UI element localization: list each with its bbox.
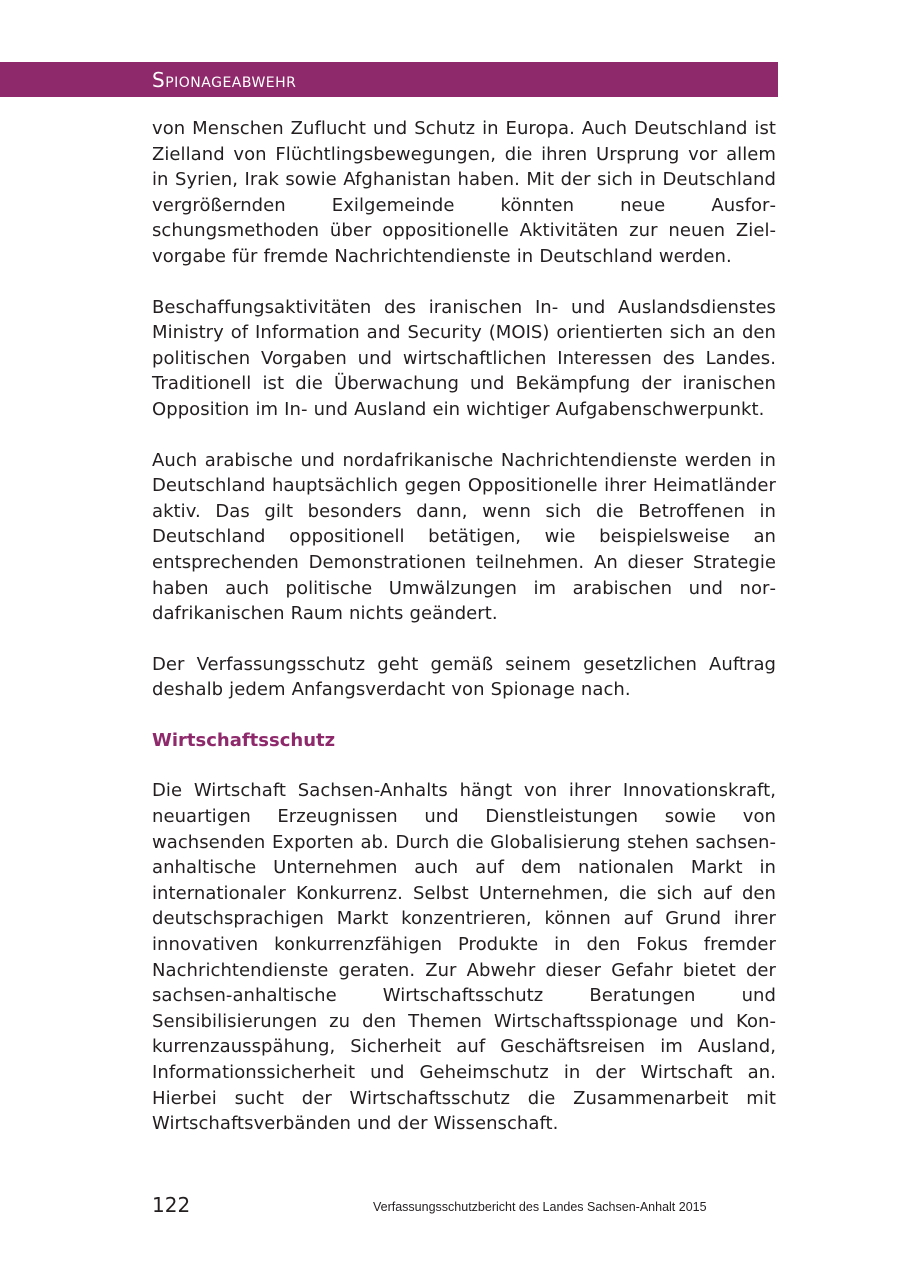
section-heading: Wirtschaftsschutz: [152, 729, 336, 751]
paragraph-1: von Menschen Zuflucht und Schutz in Europa. Auch Deutschland ist Zielland von Flüchtlingsbewegungen, die ihren Ursprung vor allem in Syrien, Irak sowie Afghanistan haben. Mit der sich in Deutschland vergrößernden Exilgemeinde könnten neue Ausforschungsmethoden über oppositionelle Aktivitäten zur neuen Zielvorgabe für fremde Nachrichtendienste in Deutschland werden.: [152, 118, 776, 267]
paragraph-3: Auch arabische und nordafrikanische Nachrichtendienste werden in Deutschland hauptsächlich gegen Oppositionelle ihrer Heimatländer aktiv. Das gilt besonders dann, wenn sich die Betroffenen in Deutschland oppositionell betätigen, wie beispielsweise an entsprechenden Demonstrationen teilnehmen. An dieser Strategie haben auch politische Umwälzungen im arabischen und nordafrikanischen Raum nichts geändert.: [152, 449, 776, 625]
chapter-title: Spionageabwehr: [152, 68, 297, 92]
footer-publication-title: Verfassungsschutzbericht des Landes Sachsen-Anhalt 2015: [373, 1200, 707, 1214]
body-text: [152, 116, 776, 1162]
page-number: 122: [152, 1193, 191, 1217]
chapter-header-bar: [0, 62, 778, 97]
paragraph-4: Der Verfassungsschutz geht gemäß seinem gesetzlichen Auftrag deshalb jedem Anfangsverdacht von Spionage nach.: [152, 653, 776, 701]
section-paragraph: Die Wirtschaft Sachsen-Anhalts hängt von ihrer Innovationskraft, neuartigen Erzeugnissen und Dienstleistungen sowie von wachsenden Exporten ab. Durch die Globalisierung stehen sachsen-anhaltische Unternehmen auch auf dem nationalen Markt in internationaler Konkurrenz. Selbst Unternehmen, die sich auf den deutschsprachigen Markt konzentrieren, können auf Grund ihrer innovativen konkurrenzfähigen Produkte in den Fokus fremder Nachrichtendienste geraten. Zur Abwehr dieser Gefahr bietet der sachsen-anhaltische Wirtschaftsschutz Beratungen und Sensibilisierungen zu den Themen Wirtschaftsspionage und Konkurrenzausspähung, Sicherheit auf Geschäftsreisen im Ausland, Informationssicherheit und Geheimschutz in der Wirtschaft an. Hierbei sucht der Wirtschaftsschutz die Zusammenarbeit mit Wirtschaftsverbänden und der Wissenschaft.: [152, 780, 776, 1135]
paragraph-2: Beschaffungsaktivitäten des iranischen In- und Auslandsdienstes Ministry of Information and Security (MOIS) orientierten sich an den politischen Vorgaben und wirtschaftlichen Interessen des Landes. Traditionell ist die Überwachung und Bekämpfung der iranischen Opposition im In- und Ausland ein wichtiger Aufgabenschwerpunkt.: [152, 296, 776, 420]
